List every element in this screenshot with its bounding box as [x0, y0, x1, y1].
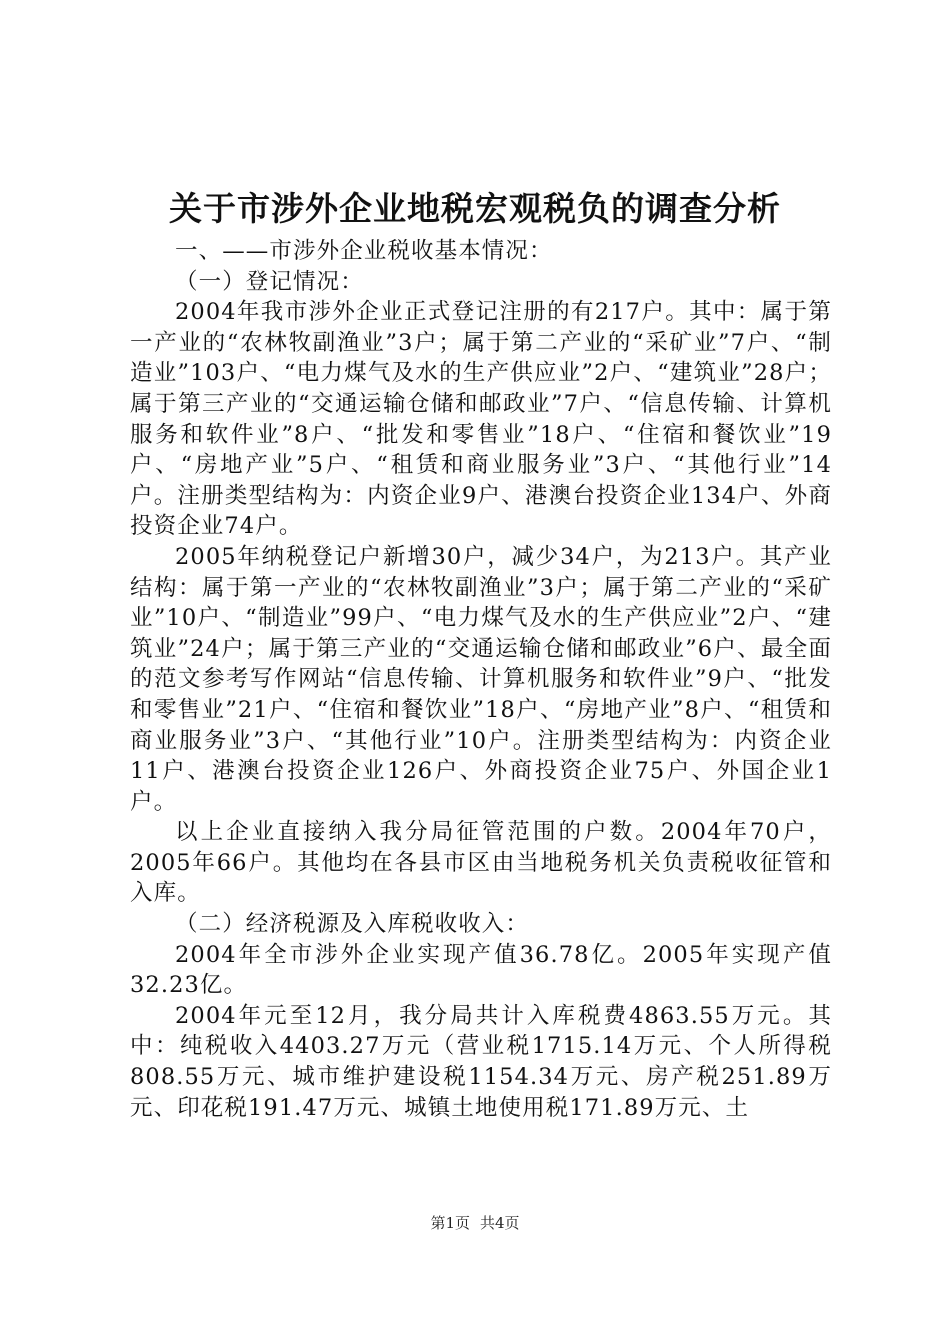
- subsection-heading-registration: （一）登记情况：: [175, 268, 364, 295]
- paragraph-2005-registration: 2005年纳税登记户新增30户，减少34户，为213户。其产业结构：属于第一产业的“农林牧副渔业”3户；属于第二产业的“采矿业”10户、“制造业”99户、“电力煤气及水的生产供应业”2户、“建筑业”24户；属于第三产业的“交通运输仓储和邮政业”6户、最全面的范文参考写作网站“信息传输、计算机服务和软件业”9户、“批发和零售业”21户、“住宿和餐饮业”18户、“房地产业”8户、“租赁和商业服务业”3户、“其他行业”10户。注册类型结构为：内资企业11户、港澳台投资企业126户、外商投资企业75户、外国企业1户。: [130, 543, 832, 815]
- paragraph-tax-revenue: 2004年元至12月，我分局共计入库税费4863.55万元。其中：纯税收入4403.27万元（营业税1715.14万元、个人所得税808.55万元、城市维护建设税1154.34万元、房产税251.89万元、印花税191.47万元、城镇土地使用税171.89万元、土: [130, 1002, 832, 1121]
- paragraph-2004-registration: 2004年我市涉外企业正式登记注册的有217户。其中：属于第一产业的“农林牧副渔业”3户；属于第二产业的“采矿业”7户、“制造业”103户、“电力煤气及水的生产供应业”2户、“建筑业”28户；属于第三产业的“交通运输仓储和邮政业”7户、“信息传输、计算机服务和软件业”8户、“批发和零售业”18户、“住宿和餐饮业”19户、“房地产业”5户、“租赁和商业服务业”3户、“其他行业”14户。注册类型结构为：内资企业9户、港澳台投资企业134户、外商投资企业74户。: [130, 299, 832, 540]
- paragraph-jurisdiction: 以上企业直接纳入我分局征管范围的户数。2004年70户，2005年66户。其他均在各县市区由当地税务机关负责税收征管和入库。: [130, 819, 832, 907]
- page-number: 第1页: [430, 1214, 470, 1232]
- page-footer: [0, 1213, 950, 1233]
- page-total: 共4页: [480, 1214, 520, 1232]
- section-heading: 一、——市涉外企业税收基本情况：: [175, 238, 553, 264]
- document-title: 关于市涉外企业地税宏观税负的调查分析: [169, 189, 781, 228]
- document-body: [130, 236, 832, 1123]
- subsection-heading-revenue: （二）经济税源及入库税收收入：: [175, 911, 530, 938]
- paragraph-output-value: 2004年全市涉外企业实现产值36.78亿。2005年实现产值32.23亿。: [130, 941, 832, 999]
